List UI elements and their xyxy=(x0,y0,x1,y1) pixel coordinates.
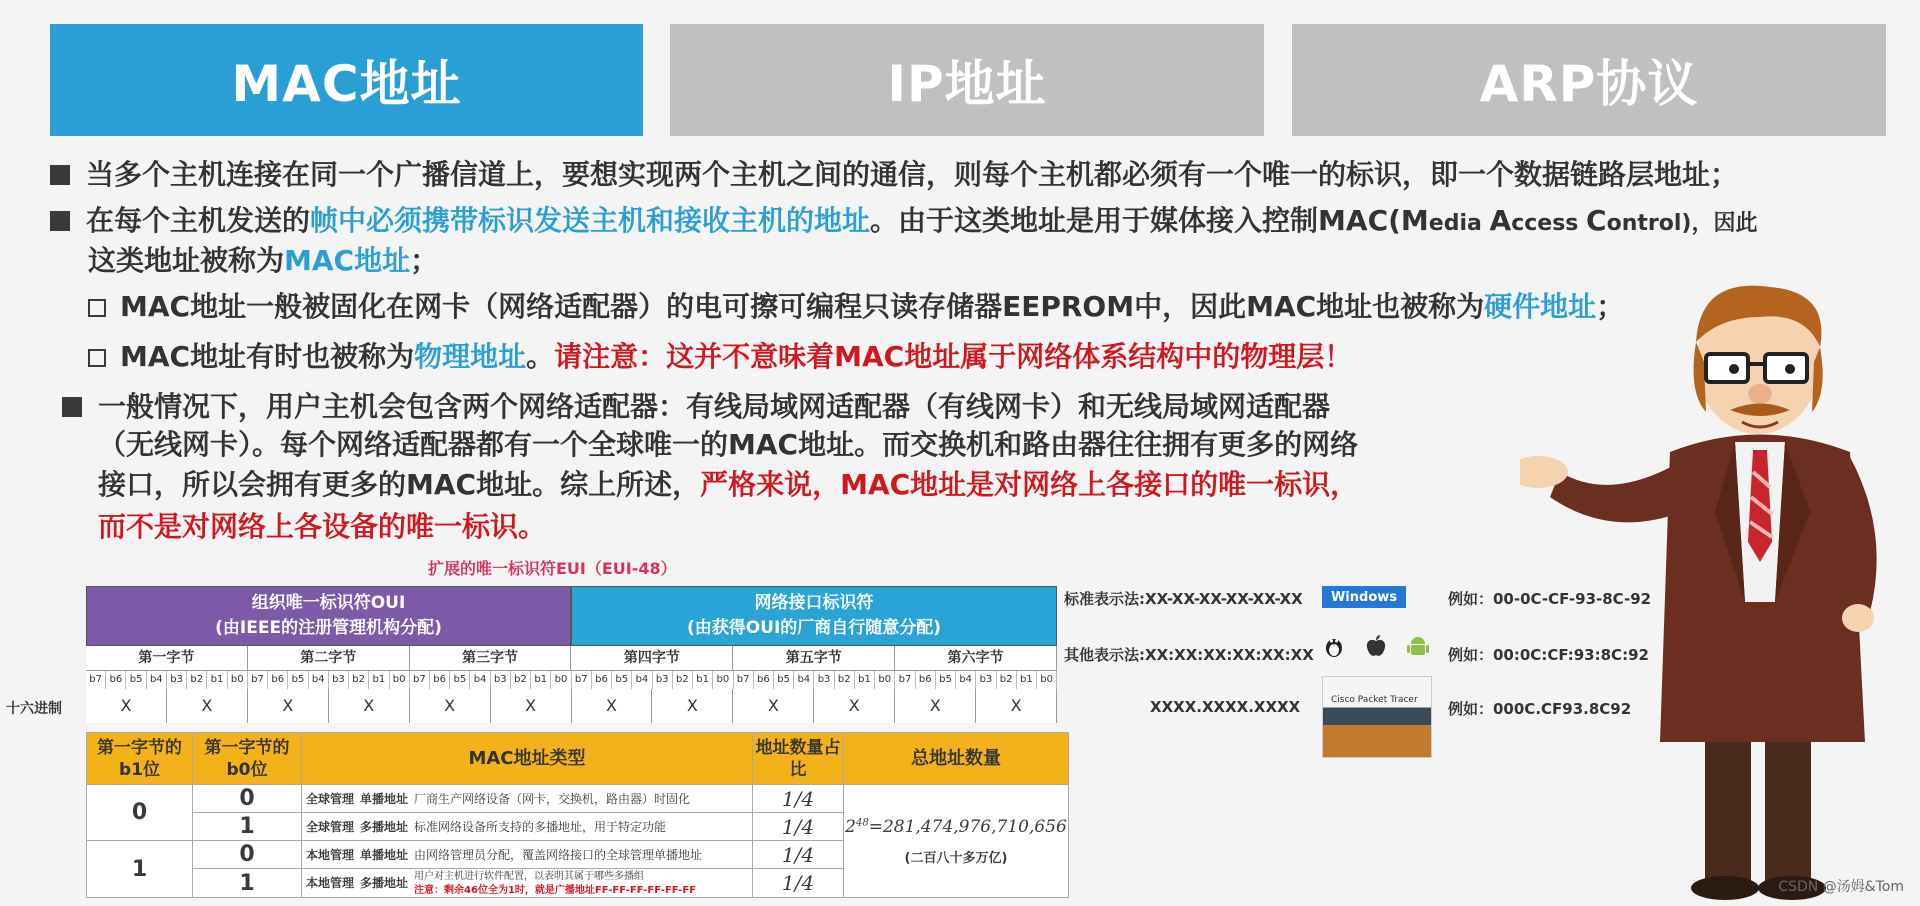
admin-scope: 全球管理 xyxy=(306,792,355,806)
table-header-row xyxy=(87,733,1069,785)
bit-label: b1 xyxy=(207,671,227,689)
total-cell xyxy=(844,785,1069,898)
bit-label: b2 xyxy=(673,671,693,689)
hex-digit: X xyxy=(572,689,653,723)
bullet-text: 当多个主机连接在同一个广播信道上，要想实现两个主机之间的通信，则每个主机都必须有一个唯一的标识，即一个数据链路层地址； xyxy=(86,158,1739,191)
warning-text: 而不是对网络上各设备的唯一标识。 xyxy=(98,510,547,543)
bit-label: b0 xyxy=(875,671,895,689)
watermark: CSDN @汤姆&Tom xyxy=(1778,879,1904,895)
notation-label: 其他表示法: xyxy=(1064,646,1145,664)
hex-digit: X xyxy=(248,689,329,723)
bit-label: b4 xyxy=(470,671,490,689)
bit-label: b4 xyxy=(632,671,652,689)
bit-label: b1 xyxy=(369,671,389,689)
mac-type-table xyxy=(86,732,1069,898)
bullet-network-adapters-line2 xyxy=(98,426,1358,464)
other-example: 例如：00:0C:CF:93:8C:92 xyxy=(1448,646,1649,664)
bullet-broadcast-channel xyxy=(50,156,1738,194)
bullet-text: ； xyxy=(410,244,439,277)
bit-label: b5 xyxy=(612,671,632,689)
total-base: 2 xyxy=(845,816,856,837)
b0-cell: 1 xyxy=(193,869,302,898)
bit-label: b5 xyxy=(450,671,470,689)
byte-label: 第六字节 xyxy=(895,646,1057,670)
bullet-text: （无线网卡）。每个网络适配器都有一个全球唯一的MAC地址。而交换机和路由器往往拥有更多的网络 xyxy=(98,428,1359,461)
total-formula xyxy=(844,817,1068,837)
b0-cell: 1 xyxy=(193,813,302,841)
hex-label: 十六进制 xyxy=(6,701,62,717)
bit-label: b6 xyxy=(754,671,774,689)
windows-icon xyxy=(1322,586,1406,608)
b0-cell: 0 xyxy=(193,785,302,813)
tab-mac-address[interactable]: MAC地址 xyxy=(50,24,643,136)
bit-label: b2 xyxy=(349,671,369,689)
col-header-total: 总地址数量 xyxy=(844,733,1069,785)
cast-type: 单播地址 xyxy=(360,848,409,862)
apple-icon xyxy=(1364,634,1388,658)
bit-label: b0 xyxy=(228,671,248,689)
bullet-frame-address-line2 xyxy=(88,242,438,280)
bit-label: b4 xyxy=(147,671,167,689)
cast-type: 多播地址 xyxy=(360,875,409,890)
tab-arp-protocol[interactable]: ARP协议 xyxy=(1292,24,1886,136)
bullet-network-adapters xyxy=(62,388,1330,426)
bit-label: b3 xyxy=(329,671,349,689)
standard-example: 例如：00-0C-CF-93-8C-92 xyxy=(1448,590,1652,608)
b1-cell: 1 xyxy=(87,841,193,898)
bullet-text: 这类地址被称为 xyxy=(88,244,285,277)
notation-format: XX-XX-XX-XX-XX-XX xyxy=(1145,590,1303,608)
cast-type: 单播地址 xyxy=(360,792,409,806)
col-header-b0: 第一字节的b0位 xyxy=(193,733,302,785)
square-bullet-icon xyxy=(50,165,70,185)
bit-label: b6 xyxy=(592,671,612,689)
notation-format: XXXX.XXXX.XXXX xyxy=(1150,698,1301,716)
bit-label: b7 xyxy=(895,671,915,689)
bit-label: b1 xyxy=(531,671,551,689)
total-value: =281,474,976,710,656 xyxy=(868,816,1067,837)
bullet-text: C xyxy=(1586,204,1607,237)
bullet-text: 在每个主机发送的 xyxy=(86,204,311,237)
hex-digit: X xyxy=(895,689,976,723)
warning-text: 严格来说，MAC地址是对网络上各接口的唯一标识， xyxy=(700,468,1359,501)
cast-type: 多播地址 xyxy=(360,820,409,834)
admin-scope: 本地管理 xyxy=(306,848,355,862)
bit-label: b5 xyxy=(774,671,794,689)
type-desc: 由网络管理员分配，覆盖网络接口的全球管理单播地址 xyxy=(414,848,703,862)
type-cell xyxy=(302,841,753,869)
total-cn: (二百八十多万亿) xyxy=(904,850,1008,866)
hex-digit: X xyxy=(86,689,167,723)
notation-format: XX:XX:XX:XX:XX:XX xyxy=(1145,646,1314,664)
broadcast-note: 注意：剩余46位全为1时，就是广播地址FF-FF-FF-FF-FF-FF xyxy=(414,885,697,896)
windows-label: Windows xyxy=(1330,589,1398,605)
byte-label: 第二字节 xyxy=(248,646,410,670)
ratio-cell: 1/4 xyxy=(753,785,844,813)
linux-icon xyxy=(1322,634,1346,658)
cisco-packet-tracer-thumbnail xyxy=(1322,676,1432,758)
bullet-network-adapters-line4 xyxy=(98,508,546,546)
col-header-b1: 第一字节的b1位 xyxy=(87,733,193,785)
square-bullet-icon xyxy=(50,211,70,231)
other-notation xyxy=(1064,644,1314,665)
oui-label: 组织唯一标识符OUI xyxy=(251,593,406,613)
bullet-text: ontrol)，因此 xyxy=(1606,211,1758,236)
bullet-text: 。 xyxy=(526,340,555,373)
bit-label: b6 xyxy=(268,671,288,689)
bit-label: b7 xyxy=(410,671,430,689)
highlight-text: 帧中必须携带标识发送主机和接收主机的地址 xyxy=(310,204,871,237)
nic-block xyxy=(571,586,1057,646)
bit-header-row xyxy=(86,670,1057,690)
bullet-text: 接口，所以会拥有更多的MAC地址。综上所述， xyxy=(98,468,701,501)
bit-label: b7 xyxy=(572,671,592,689)
bit-label: b4 xyxy=(309,671,329,689)
bit-label: b0 xyxy=(390,671,410,689)
byte-label: 第五字节 xyxy=(733,646,895,670)
hex-digit: X xyxy=(733,689,814,723)
hex-digit: X xyxy=(491,689,572,723)
bit-label: b7 xyxy=(86,671,106,689)
bit-label: b2 xyxy=(997,671,1017,689)
bit-label: b0 xyxy=(713,671,733,689)
col-header-type: MAC地址类型 xyxy=(302,733,753,785)
bit-label: b3 xyxy=(653,671,673,689)
sub-bullet-physical-address xyxy=(88,338,1352,376)
oui-block xyxy=(86,586,571,646)
bit-label: b1 xyxy=(855,671,875,689)
bullet-network-adapters-line3 xyxy=(98,466,1358,504)
bullet-text: ； xyxy=(1596,290,1625,323)
bit-label: b1 xyxy=(1017,671,1037,689)
presenter-illustration xyxy=(1520,282,1920,906)
hollow-square-bullet-icon xyxy=(88,299,106,317)
type-desc: 标准网络设备所支持的多播地址，用于特定功能 xyxy=(414,820,667,834)
ratio-cell: 1/4 xyxy=(753,869,844,898)
thumbnail-label: Cisco Packet Tracer xyxy=(1331,695,1418,705)
ratio-cell: 1/4 xyxy=(753,841,844,869)
bullet-text: 一般情况下，用户主机会包含两个网络适配器：有线局域网适配器（有线网卡）和无线局域网适配器 xyxy=(98,390,1331,423)
bit-label: b6 xyxy=(106,671,126,689)
bit-label: b3 xyxy=(814,671,834,689)
bullet-frame-address xyxy=(50,202,1757,243)
highlight-text: MAC地址 xyxy=(284,244,411,277)
square-bullet-icon xyxy=(62,397,82,417)
hex-digit: X xyxy=(814,689,895,723)
bit-label: b3 xyxy=(167,671,187,689)
table-row xyxy=(87,785,1069,813)
hex-digit: X xyxy=(410,689,491,723)
bullet-text: ccess xyxy=(1511,211,1587,236)
bullet-text: edia xyxy=(1428,211,1490,236)
sub-bullet-hardware-address xyxy=(88,288,1624,326)
ratio-cell: 1/4 xyxy=(753,813,844,841)
bit-label: b3 xyxy=(491,671,511,689)
byte-label: 第三字节 xyxy=(410,646,572,670)
bullet-text: 。由于这类地址是用于媒体接入控制MAC( xyxy=(870,204,1401,237)
nic-sublabel: (由获得OUI的厂商自行随意分配) xyxy=(686,618,942,638)
hex-value-row xyxy=(86,689,1057,723)
admin-scope: 本地管理 xyxy=(306,875,355,890)
android-icon xyxy=(1406,634,1430,658)
cisco-example: 例如：000C.CF93.8C92 xyxy=(1448,700,1632,718)
bit-label: b6 xyxy=(916,671,936,689)
bit-label: b6 xyxy=(430,671,450,689)
bit-label: b2 xyxy=(835,671,855,689)
bit-label: b5 xyxy=(288,671,308,689)
b1-cell: 0 xyxy=(87,785,193,841)
bit-label: b0 xyxy=(1037,671,1057,689)
total-exp: 48 xyxy=(855,816,869,828)
highlight-text: 硬件地址 xyxy=(1484,290,1597,323)
notation-label: 标准表示法: xyxy=(1064,590,1145,608)
bit-label: b4 xyxy=(794,671,814,689)
cisco-notation xyxy=(1150,698,1300,716)
warning-text: 请注意：这并不意味着MAC地址属于网络体系结构中的物理层！ xyxy=(554,340,1353,373)
bit-label: b7 xyxy=(734,671,754,689)
byte-label: 第四字节 xyxy=(571,646,733,670)
bit-label: b0 xyxy=(551,671,571,689)
hex-digit: X xyxy=(329,689,410,723)
byte-header-row xyxy=(86,646,1057,670)
bit-label: b5 xyxy=(126,671,146,689)
bit-label: b5 xyxy=(936,671,956,689)
col-header-ratio: 地址数量占比 xyxy=(753,733,844,785)
hex-digit: X xyxy=(976,689,1057,723)
type-desc: 用户对主机进行软件配置，以表明其属于哪些多播组 xyxy=(414,871,645,882)
b0-cell: 0 xyxy=(193,841,302,869)
highlight-text: 物理地址 xyxy=(414,340,527,373)
bit-label: b2 xyxy=(187,671,207,689)
bullet-text: A xyxy=(1489,204,1512,237)
type-desc: 厂商生产网络设备（网卡，交换机，路由器）时固化 xyxy=(414,792,691,806)
byte-label: 第一字节 xyxy=(86,646,248,670)
bullet-text: MAC地址有时也被称为 xyxy=(120,340,415,373)
hex-digit: X xyxy=(167,689,248,723)
nic-label: 网络接口标识符 xyxy=(754,593,874,613)
admin-scope: 全球管理 xyxy=(306,820,355,834)
tab-ip-address[interactable]: IP地址 xyxy=(670,24,1264,136)
hollow-square-bullet-icon xyxy=(88,349,106,367)
type-cell xyxy=(302,869,753,898)
bit-label: b2 xyxy=(511,671,531,689)
bit-label: b1 xyxy=(693,671,713,689)
bit-label: b3 xyxy=(976,671,996,689)
bullet-text: MAC地址一般被固化在网卡（网络适配器）的电可擦可编程只读存储器EEPROM中，因此MAC地址也被称为 xyxy=(120,290,1485,323)
type-cell xyxy=(302,813,753,841)
bit-label: b4 xyxy=(956,671,976,689)
bullet-text: M xyxy=(1400,204,1429,237)
hex-digit: X xyxy=(652,689,733,723)
eui-48-title: 扩展的唯一标识符EUI（EUI-48） xyxy=(428,559,677,578)
type-cell xyxy=(302,785,753,813)
standard-notation xyxy=(1064,588,1303,609)
oui-sublabel: (由IEEE的注册管理机构分配) xyxy=(215,618,442,638)
bit-label: b7 xyxy=(248,671,268,689)
